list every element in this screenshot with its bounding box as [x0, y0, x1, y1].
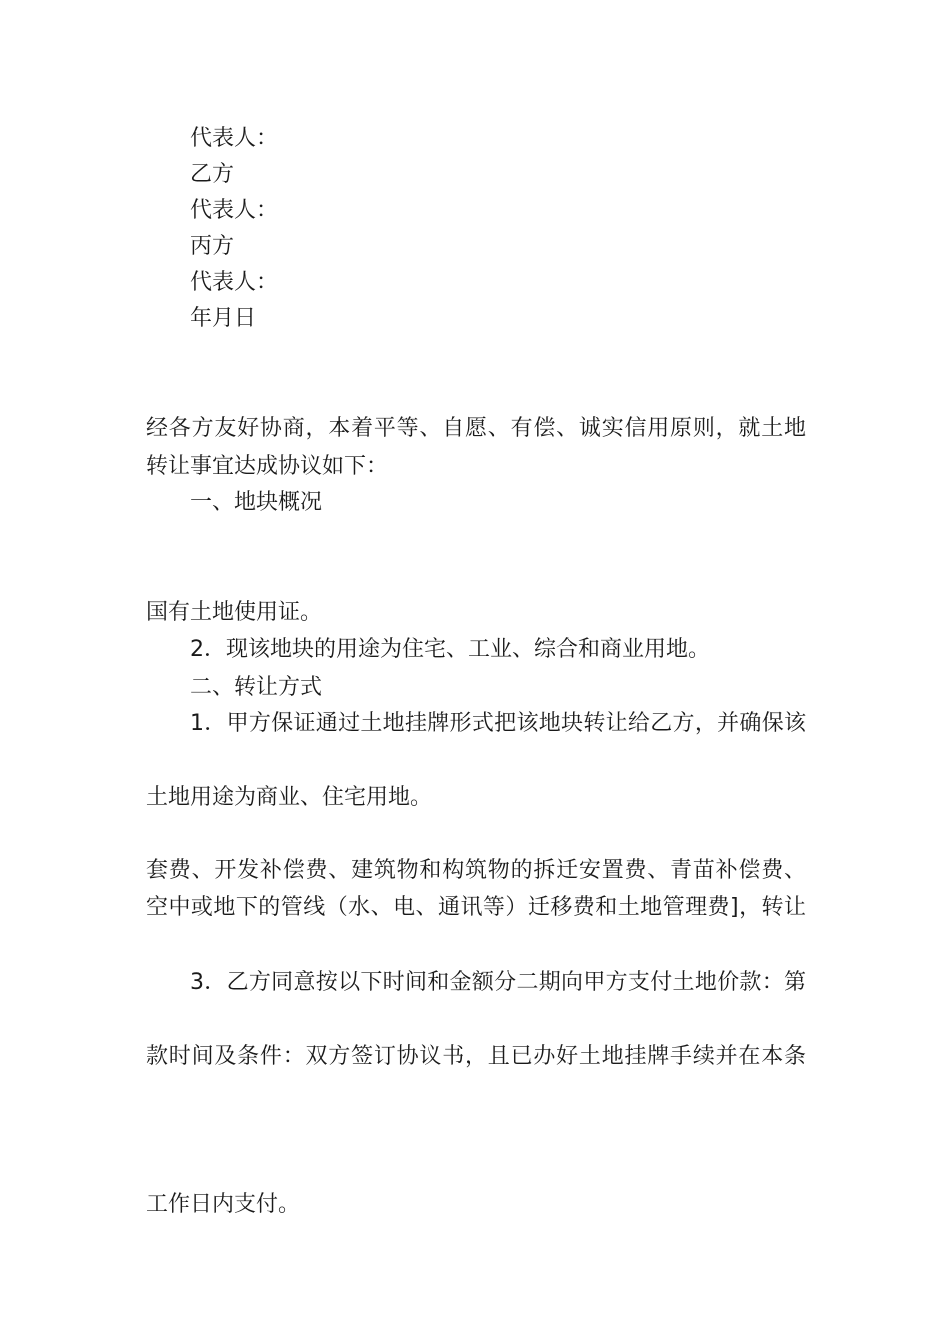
- section-heading-2: 二、转让方式: [190, 675, 323, 700]
- paragraph-line: 国有土地使用证。: [146, 600, 323, 625]
- representative-c: 代表人：: [190, 270, 279, 295]
- paragraph-line: 转让事宜达成协议如下：: [146, 454, 389, 479]
- clause-2-3-cont: [146, 1001, 806, 1038]
- paragraph-line: 经各方友好协商，本着平等、自愿、有偿、诚实信用原则，就土地: [146, 416, 806, 441]
- paragraph-line: 工作日内支付。: [146, 1192, 301, 1217]
- clause-2-1: 1．甲方保证通过土地挂牌形式把该地块转让给乙方，并确保该: [190, 711, 806, 736]
- clause-2-3: 3．乙方同意按以下时间和金额分二期向甲方支付土地价款：第: [190, 970, 806, 995]
- section-heading-1: 一、地块概况: [190, 490, 323, 515]
- clause-1-1: [190, 520, 806, 557]
- parties-line: [146, 372, 806, 409]
- contract-heading-line: [190, 336, 806, 373]
- representative-b: 代表人：: [190, 198, 279, 223]
- paragraph-line: 款时间及条件：双方签订协议书，且已办好土地挂牌手续并在本条: [146, 1044, 806, 1069]
- clause-2-3-days: [146, 1075, 806, 1112]
- party-c-label: 丙方: [190, 234, 235, 259]
- clause-2-2: [190, 816, 806, 853]
- clause-1-1-cont: [146, 557, 806, 594]
- paragraph-line: 套费、开发补偿费、建筑物和构筑物的拆迁安置费、青苗补偿费、: [146, 858, 806, 883]
- clause-2-3-workdays: [146, 1149, 806, 1186]
- paragraph-line: 土地用途为商业、住宅用地。: [146, 785, 433, 810]
- clause-2-3-balance: [146, 1112, 806, 1149]
- representative-a: 代表人：: [190, 126, 279, 151]
- clause-2-1-cont: [146, 742, 806, 779]
- clause-2-2-end: [146, 926, 806, 963]
- paragraph-line: 空中或地下的管线（水、电、通讯等）迁移费和土地管理费]，转让: [146, 895, 806, 920]
- date-line: 年月日: [190, 306, 257, 331]
- party-b-label: 乙方: [190, 162, 235, 187]
- clause-1-2: 2．现该地块的用途为住宅、工业、综合和商业用地。: [190, 637, 710, 662]
